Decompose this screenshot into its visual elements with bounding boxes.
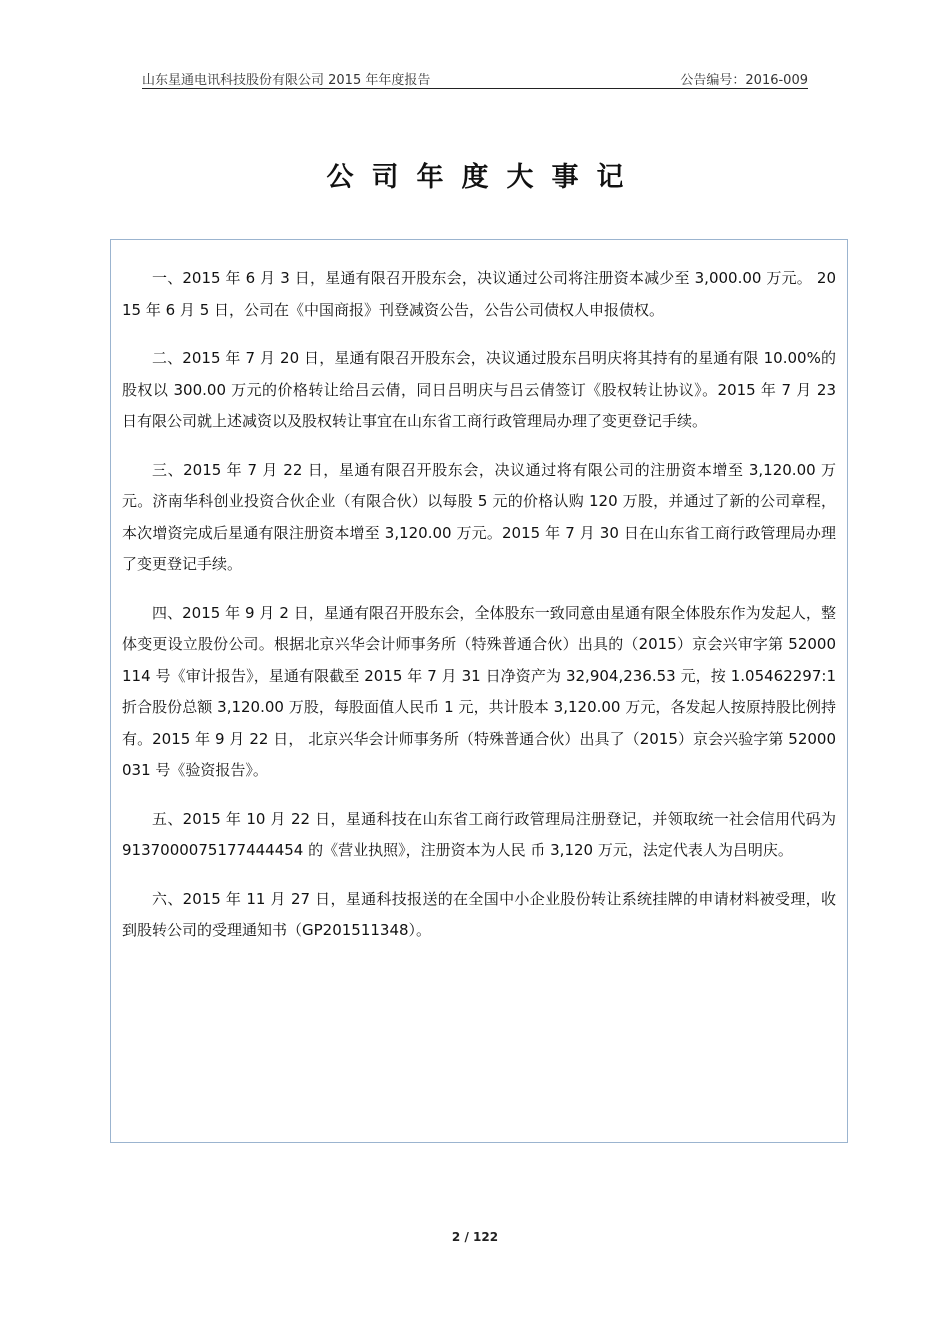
event-paragraph-4: 四、2015 年 9 月 2 日，星通有限召开股东会，全体股东一致同意由星通有限全体股东作为发起人，整体变更设立股份公司。根据北京兴华会计师事务所（特殊普通合伙）出具的（2015）京会兴审字第 52000114 号《审计报告》，星通有限截至 2015 年 7 月 31 日净资产为 32,904,236.53 元，按 1.05462297:1 折合股份总额 3,120.00 万股，每股面值人民币 1 元，共计股本 3,120.00 万元，各发起人按原持股比例持有。2015 年 9 月 22 日， 北京兴华会计师事务所（特殊普通合伙）出具了（2015）京会兴验字第 52000031 号《验资报告》。 [122, 603, 836, 779]
page-title: 公司年度大事记 [326, 162, 642, 193]
event-paragraph-6: 六、2015 年 11 月 27 日，星通科技报送的在全国中小企业股份转让系统挂牌的申请材料被受理，收到股转公司的受理通知书（GP201511348）。 [122, 889, 836, 939]
event-paragraph-1: 一、2015 年 6 月 3 日，星通有限召开股东会，决议通过公司将注册资本减少至 3,000.00 万元。 2015 年 6 月 5 日，公司在《中国商报》刊登减资公告，公告公司债权人申报债权。 [122, 269, 836, 319]
event-paragraph-5: 五、2015 年 10 月 22 日，星通科技在山东省工商行政管理局注册登记，并领取统一社会信用代码为 9137000075177444454 的《营业执照》，注册资本为人民 币 3,120 万元，法定代表人为吕明庆。 [122, 809, 836, 859]
event-paragraph-3: 三、2015 年 7 月 22 日，星通有限召开股东会，决议通过将有限公司的注册资本增至 3,120.00 万元。济南华科创业投资合伙企业（有限合伙）以每股 5 元的价格认购 120 万股，并通过了新的公司章程，本次增资完成后星通有限注册资本增至 3,120.00 万元。2015 年 7 月 30 日在山东省工商行政管理局办理了变更登记手续。 [122, 460, 836, 573]
event-paragraph-2: 二、2015 年 7 月 20 日，星通有限召开股东会，决议通过股东吕明庆将其持有的星通有限 10.00%的股权以 300.00 万元的价格转让给吕云倩，同日吕明庆与吕云倩签订《股权转让协议》。2015 年 7 月 23 日有限公司就上述减资以及股权转让事宜在山东省工商行政管理局办理了变更登记手续。 [122, 349, 836, 430]
header-report-title: 山东星通电讯科技股份有限公司 2015 年年度报告 [142, 73, 431, 88]
events-list [122, 263, 836, 964]
page-number: 2 / 122 [451, 1230, 499, 1244]
page-header [142, 66, 808, 89]
header-announcement-number: 公告编号：2016-009 [680, 73, 808, 88]
